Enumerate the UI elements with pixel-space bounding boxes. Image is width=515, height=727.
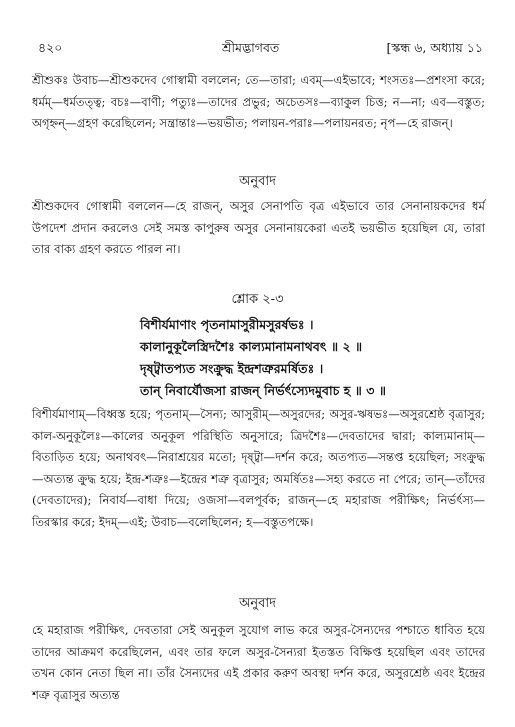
translation-block-1 [32, 196, 485, 261]
chapter-reference: [স্কন্ধ ৬, অধ্যায় ১১ [386, 40, 483, 55]
verse-line: তান্ নিবার্যৌজসা রাজন্ নির্ভর্ৎস্যেদমুবাচ হ ॥ ৩ ॥ [140, 383, 386, 398]
translation-heading: অনুবাদ [239, 596, 276, 611]
synonyms-block-1 [32, 70, 485, 135]
synonyms-text: বিশীর্যমাণাম্—বিধ্বস্ত হয়ে; পৃতনাম্—সৈন্য; আসুরীম্—অসুরদের; অসুর-ঋষভঃ—অসুরশ্রেষ্ঠ বৃত্রাসুর; কাল-অনুকূলৈঃ—কালের অনুকূল পরিস্থিতি অনুসারে; ত্রিদশৈঃ—দেবতাদের দ্বারা; কাল্যমানাম্—বিতাড়িত হয়ে; অনাথবৎ—নিরাশ্রয়ের মতো; দৃষ্ট্বা—দর্শন করে; অতপ্যত—সন্তপ্ত হয়েছিল; সংক্রুদ্ধ—অত্যন্ত ক্রুদ্ধ হয়ে; ইন্দ্র-শত্রুঃ—ইন্দ্রের শত্রু বৃত্রাসুর; অমর্ষিতঃ—সহ্য করতে না পেরে; তান্—তাঁদের (দেবতাদের); নিবার্য—বাধা দিয়ে; ওজসা—বলপূর্বক; রাজন্—হে মহারাজ পরীক্ষিৎ; নির্ভর্ৎস্য—তিরস্কার করে; ইদম্—এই; উবাচ—বলেছিলেন; হ—বস্তুতপক্ষে। [32, 407, 485, 529]
running-header [32, 40, 483, 60]
verse-line: দৃষ্ট্বাতপ্যত সংক্রুদ্ধ ইন্দ্রশত্রুরমর্ষিতঃ । [140, 361, 324, 376]
translation-text: শ্রীশুকদেব গোস্বামী বললেন—হে রাজন্, অসুর সেনাপতি বৃত্র এইভাবে তার সেনানায়কদের ধর্ম উপদেশ প্রদান করলেও সেই সমস্ত কাপুরুষ অসুর সেনানায়কেরা এতই ভয়ভীত হয়েছিল যে, তারা তার বাক্য গ্রহণ করতে পারল না। [32, 199, 485, 256]
translation-block-2 [32, 620, 485, 706]
verse-line: কালানুকূলৈস্ত্রিদশৈঃ কাল্যমানামনাথবৎ ॥ ২ ॥ [140, 339, 363, 354]
verse-line: বিশীর্যমাণাং পৃতনামাসুরীমসুরর্ষভঃ । [140, 317, 314, 332]
page-number: ৪২০ [38, 40, 63, 55]
translation-text: হে মহারাজ পরীক্ষিৎ, দেবতারা সেই অনুকূল সুযোগ লাভ করে অসুর-সৈন্যদের পশ্চাতে ধাবিত হয়ে তাদের আক্রমণ করেছিলেন, এবং তার ফলে অসুর-সৈন্যরা ইতস্তত বিক্ষিপ্ত হয়েছিল এবং তাদের তখন কোন নেতা ছিল না। তাঁর সৈন্যদের এই প্রকার করুণ অবস্থা দর্শন করে, অসুরশ্রেষ্ঠ এবং ইন্দ্রের শত্রু বৃত্রাসুর অত্যন্ত [32, 623, 485, 702]
translation-heading: অনুবাদ [239, 174, 276, 189]
verse-block [140, 314, 480, 402]
book-title: শ্রীমদ্ভাগবত [222, 40, 280, 55]
synonyms-text: শ্রীশুকঃ উবাচ—শ্রীশুকদেব গোস্বামী বললেন; তে—তারা; এবম্—এইভাবে; শংসতঃ—প্রশংসা করে; ধর্মম্—ধর্মতত্ত্ব; বচঃ—বাণী; পত্যুঃ—তাদের প্রভুর; অচেতসঃ—ব্যাকুল চিত্ত; ন—না; এব—বস্তুত; অগৃহ্নন্—গ্রহণ করেছিলেন; সন্ত্রান্তাঃ—ভয়ভীত; পলায়ন-পরাঃ—পলায়নরত; নৃপ—হে রাজন্। [32, 73, 485, 130]
synonyms-block-2 [32, 404, 485, 533]
verse-heading: শ্লোক ২-৩ [231, 292, 284, 307]
